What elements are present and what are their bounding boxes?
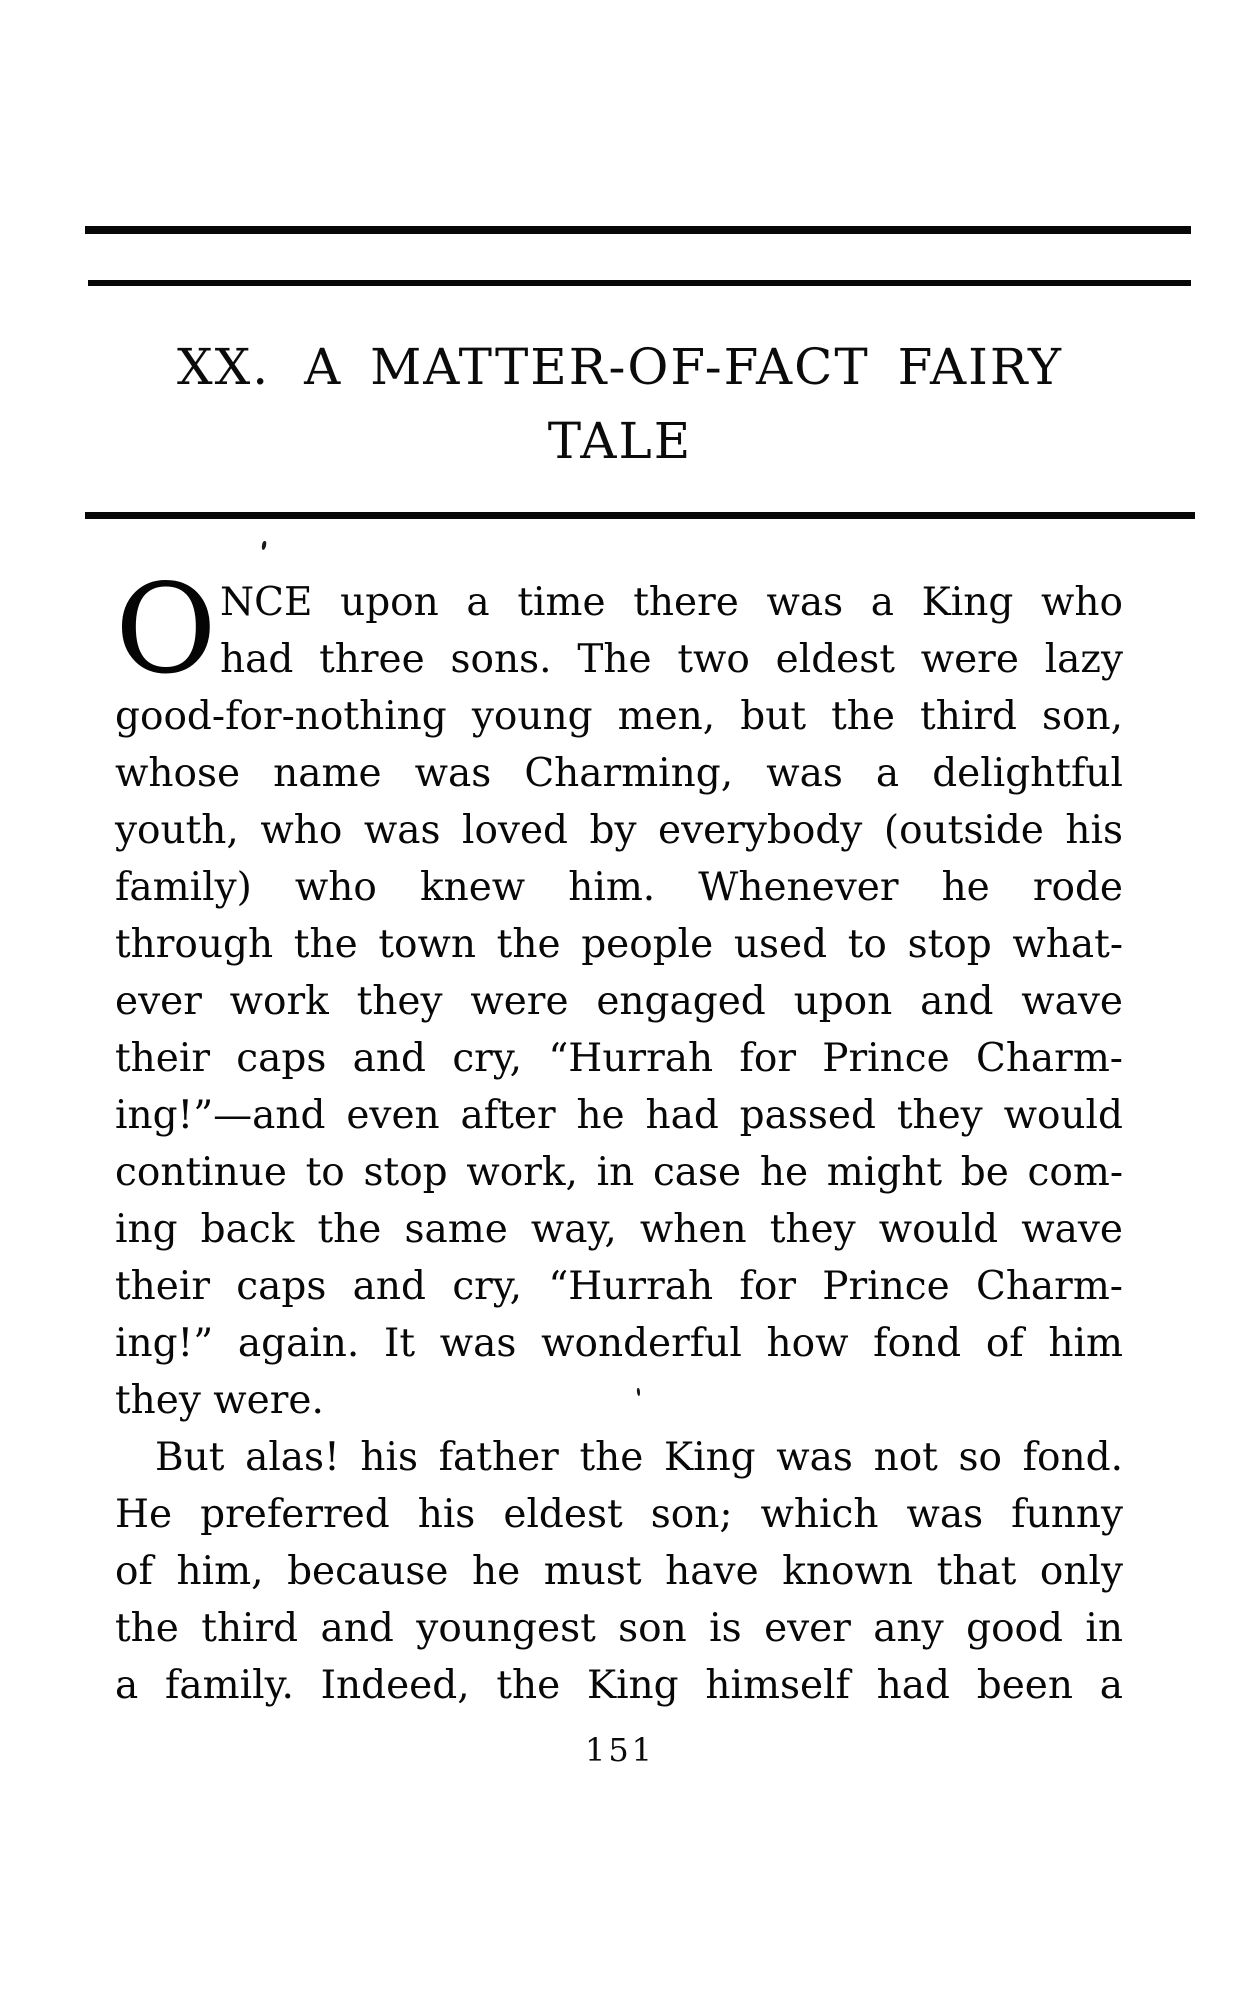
text-line: of him, because he must have known that only [115, 1549, 1123, 1594]
text-line: their caps and cry, “Hurrah for Prince Charm- [115, 1264, 1123, 1309]
text-line: ever work they were engaged upon and wave [115, 979, 1123, 1024]
paragraph-opening [115, 558, 1123, 1429]
text-line: good-for-nothing young men, but the third son, [115, 694, 1123, 739]
text-line: the third and youngest son is ever any good in [115, 1606, 1123, 1651]
text-line: NCE upon a time there was a King who [220, 580, 1123, 625]
text-line: He preferred his eldest son; which was funny [115, 1492, 1123, 1537]
page-number: 151 [584, 1731, 656, 1769]
chapter-heading-line1 [115, 330, 1125, 404]
chapter-title-line2: TALE [547, 412, 693, 470]
scan-speck [261, 541, 267, 551]
text-line: youth, who was loved by everybody (outside his [115, 808, 1123, 853]
text-line: they were. [115, 1378, 324, 1423]
chapter-title-line1: A MATTER-OF-FACT FAIRY [304, 338, 1063, 396]
text-line: continue to stop work, in case he might be com- [115, 1150, 1123, 1195]
chapter-number: XX. [177, 338, 271, 396]
top-rule-thick [85, 226, 1191, 234]
text-line: whose name was Charming, was a delightful [115, 751, 1123, 796]
body-text [115, 558, 1123, 1714]
paragraph-second [115, 1429, 1123, 1714]
text-line: through the town the people used to stop what- [115, 922, 1123, 967]
text-line: their caps and cry, “Hurrah for Prince Charm- [115, 1036, 1123, 1081]
text-line: But alas! his father the King was not so fond. [155, 1435, 1123, 1480]
heading-rule [85, 512, 1195, 519]
text-line: a family. Indeed, the King himself had been a [115, 1663, 1123, 1708]
text-line: had three sons. The two eldest were lazy [220, 637, 1123, 682]
text-line: family) who knew him. Whenever he rode [115, 865, 1123, 910]
top-rule-thin [88, 280, 1191, 286]
text-line: ing!”—and even after he had passed they would [115, 1093, 1123, 1138]
chapter-heading [115, 330, 1125, 478]
drop-cap-letter: O [115, 558, 217, 702]
text-line: ing back the same way, when they would wave [115, 1207, 1123, 1252]
text-line: ing!” again. It was wonderful how fond of him [115, 1321, 1123, 1366]
